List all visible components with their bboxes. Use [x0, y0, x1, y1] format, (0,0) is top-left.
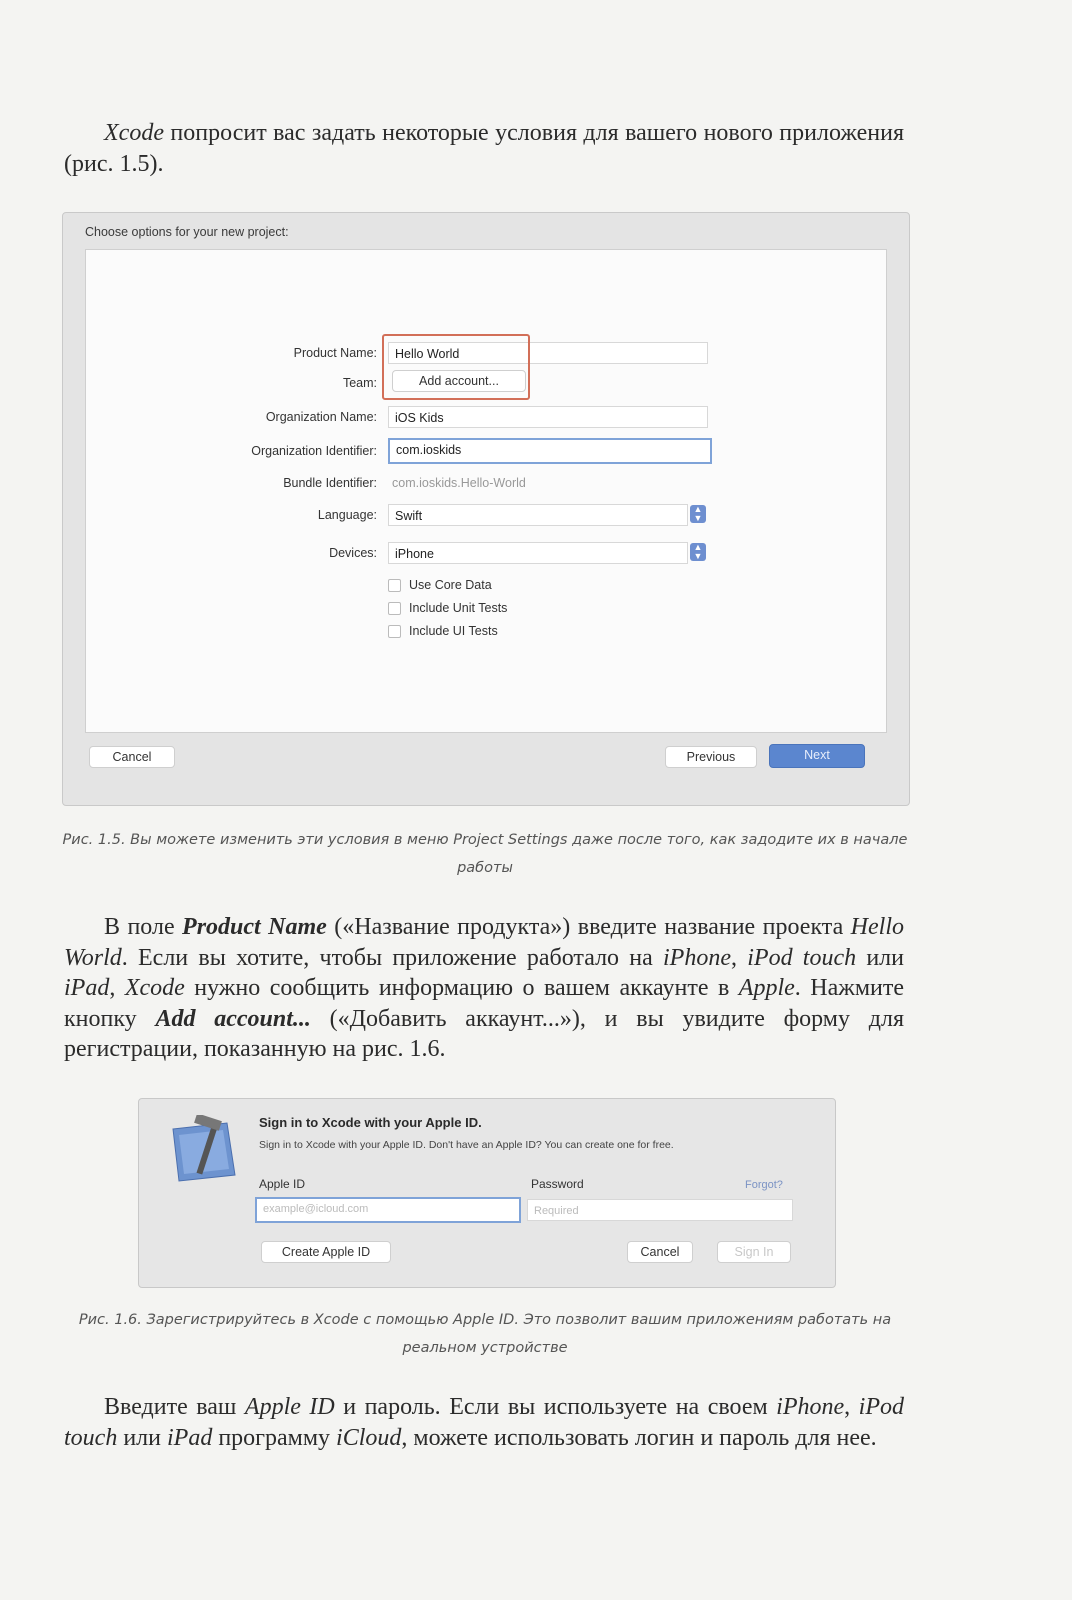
checkbox-ui-tests[interactable] — [388, 624, 498, 638]
apple-term: Apple — [738, 975, 795, 1001]
apple-id-label: Apple ID — [259, 1177, 306, 1191]
text: нужно сообщить информацию о вашем аккаунте в — [184, 975, 739, 1001]
text: В поле — [104, 914, 183, 940]
iphone-term: iPhone — [776, 1394, 845, 1420]
checkbox-core-data[interactable] — [388, 578, 492, 592]
apple-id-input[interactable]: example@icloud.com — [255, 1197, 521, 1223]
org-name-field[interactable]: iOS Kids — [388, 406, 708, 428]
new-project-options-dialog — [62, 212, 910, 806]
checkbox-icon[interactable] — [388, 625, 401, 638]
password-input[interactable]: Required — [527, 1199, 793, 1221]
sign-in-dialog — [138, 1098, 836, 1288]
checkbox-label: Include UI Tests — [409, 624, 498, 638]
sign-in-subtitle: Sign in to Xcode with your Apple ID. Don't have an Apple ID? You can create one for free. — [259, 1139, 674, 1151]
text: («Название продукта») введите название проекта — [326, 914, 851, 940]
text: или — [117, 1424, 167, 1451]
text: программу — [212, 1424, 337, 1451]
iphone-term: iPhone — [663, 944, 731, 971]
org-id-label: Organization Identifier: — [251, 444, 377, 458]
hello-world-term: Hello World — [64, 914, 904, 971]
ipod-term: iPod touch — [64, 1394, 904, 1451]
intro-text: попросит вас задать некоторые условия для вашего нового приложения (рис. 1.5). — [64, 120, 904, 177]
product-name-field[interactable]: Hello World — [388, 342, 708, 364]
bundle-id-value: com.ioskids.Hello-World — [392, 476, 526, 490]
checkbox-icon[interactable] — [388, 602, 401, 615]
body-paragraph-2 — [64, 912, 904, 1065]
apple-id-term: Apple ID — [244, 1394, 335, 1420]
text: («Добавить аккаунт...»), и вы увидите форму для регистрации, показанную на рис. 1.6. — [64, 1005, 904, 1062]
product-name-term: Product Name — [182, 914, 327, 940]
ipad-term: iPad — [64, 975, 110, 1001]
text: и пароль. Если вы используете на своем — [334, 1394, 777, 1420]
highlight-box — [382, 334, 530, 400]
add-account-term: Add account... — [155, 1005, 311, 1032]
forgot-link[interactable]: Forgot? — [745, 1179, 783, 1191]
add-account-button[interactable]: Add account... — [392, 370, 526, 392]
figure-1-5-caption: Рис. 1.5. Вы можете изменить эти условия в меню Project Settings даже после того, как задодите их в начале работы — [62, 832, 908, 876]
icloud-term: iCloud — [336, 1424, 402, 1451]
sign-in-title: Sign in to Xcode with your Apple ID. — [259, 1115, 482, 1130]
body-paragraph-3 — [64, 1392, 904, 1453]
devices-select[interactable]: iPhone — [388, 542, 688, 564]
language-label: Language: — [317, 508, 377, 522]
cancel-button[interactable]: Cancel — [89, 746, 175, 768]
text: , можете использовать логин и пароль для нее. — [401, 1424, 877, 1451]
devices-stepper-icon[interactable]: ▲ ▼ — [690, 543, 706, 561]
ipod-term: iPod touch — [747, 944, 857, 971]
text: или — [856, 944, 904, 971]
xcode-term: Xcode — [124, 975, 185, 1001]
figure-1-6-caption: Рис. 1.6. Зарегистрируйтесь в Xcode с помощью Apple ID. Это позволит вашим приложениям работать на реальном устройстве — [78, 1312, 892, 1356]
devices-label: Devices: — [329, 546, 377, 560]
text: . Если вы хотите, чтобы приложение работало на — [121, 944, 664, 971]
text: , — [844, 1394, 859, 1420]
team-label: Team: — [342, 376, 377, 390]
text: , — [109, 975, 125, 1001]
checkbox-label: Include Unit Tests — [409, 601, 508, 615]
password-label: Password — [531, 1177, 584, 1191]
sign-in-button[interactable]: Sign In — [717, 1241, 791, 1263]
next-button[interactable]: Next — [769, 744, 865, 768]
language-select[interactable]: Swift — [388, 504, 688, 526]
org-name-label: Organization Name: — [265, 410, 377, 424]
checkbox-label: Use Core Data — [409, 578, 492, 592]
checkbox-icon[interactable] — [388, 579, 401, 592]
dialog-title: Choose options for your new project: — [85, 225, 289, 239]
previous-button[interactable]: Previous — [665, 746, 757, 768]
options-panel — [85, 249, 887, 733]
text: . Нажмите кнопку — [64, 975, 905, 1032]
text: , — [731, 944, 748, 971]
intro-paragraph — [64, 118, 904, 179]
org-id-field[interactable]: com.ioskids — [388, 438, 712, 464]
bundle-id-label: Bundle Identifier: — [283, 476, 377, 490]
sign-in-cancel-button[interactable]: Cancel — [627, 1241, 693, 1263]
create-apple-id-button[interactable]: Create Apple ID — [261, 1241, 391, 1263]
xcode-term: Xcode — [104, 120, 164, 146]
ipad-term: iPad — [167, 1424, 213, 1451]
language-stepper-icon[interactable]: ▲ ▼ — [690, 505, 706, 523]
product-name-label: Product Name: — [293, 346, 377, 360]
checkbox-unit-tests[interactable] — [388, 601, 507, 615]
text: Введите ваш — [104, 1394, 245, 1420]
xcode-icon — [165, 1115, 241, 1187]
